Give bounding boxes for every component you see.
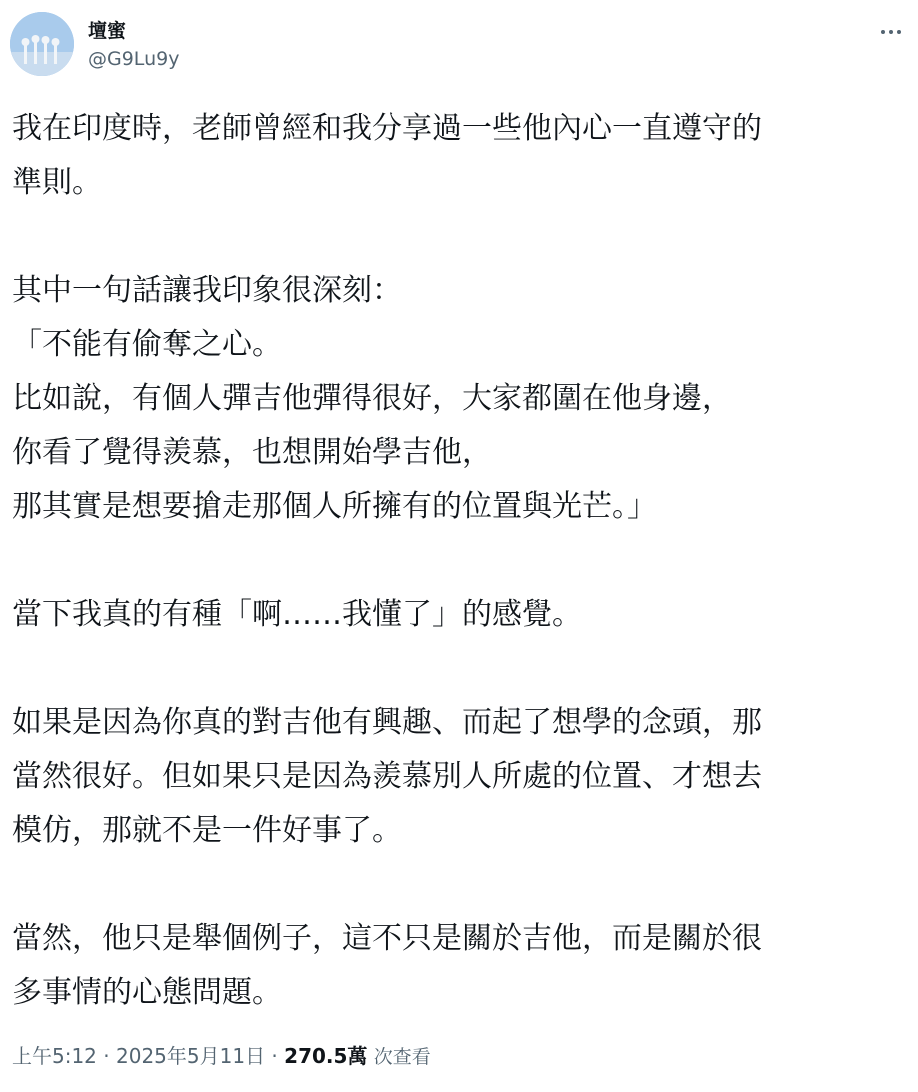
meta-separator: · [265, 1044, 285, 1068]
more-horizontal-icon [881, 30, 885, 34]
tweet-text-line: 「不能有偷奪之心。 [12, 327, 282, 362]
tweet-time[interactable]: 上午5:12 [12, 1044, 97, 1068]
tweet-text-line: 我在印度時，老師曾經和我分享過一些他內心一直遵守的 [12, 111, 762, 146]
tweet-text-line: 那其實是想要搶走那個人所擁有的位置與光芒。」 [12, 489, 657, 524]
tweet-text-line: 比如說，有個人彈吉他彈得很好，大家都圍在他身邊， [12, 381, 732, 416]
views-count: 270.5萬 [284, 1044, 368, 1068]
tweet-header [10, 12, 908, 78]
user-handle[interactable]: @G9Lu9y [88, 48, 180, 70]
avatar-image [10, 12, 74, 76]
more-horizontal-icon [889, 30, 893, 34]
views-label: 次查看 [373, 1046, 431, 1068]
tweet-text-line: 當下我真的有種「啊……我懂了」的感覺。 [12, 597, 582, 632]
meta-separator: · [96, 1044, 116, 1068]
more-horizontal-icon [897, 30, 901, 34]
tweet-text-line: 模仿，那就不是一件好事了。 [12, 813, 402, 848]
tweet-text-line: 當然很好。但如果只是因為羨慕別人所處的位置、才想去 [12, 759, 762, 794]
paragraph-gap [12, 858, 912, 912]
tweet-text-line: 你看了覺得羨慕，也想開始學吉他， [12, 435, 492, 470]
tweet-text-line: 當然，他只是舉個例子，這不只是關於吉他，而是關於很 [12, 921, 762, 956]
tweet-text-line: 如果是因為你真的對吉他有興趣、而起了想學的念頭，那 [12, 705, 762, 740]
paragraph-gap [12, 210, 912, 264]
tweet-text-line: 多事情的心態問題。 [12, 975, 282, 1010]
tweet-text [12, 102, 912, 1020]
display-name[interactable]: 壇蜜 [88, 20, 127, 42]
tweet-text-line: 其中一句話讓我印象很深刻： [12, 273, 402, 308]
paragraph-gap [12, 642, 912, 696]
tweet-meta [12, 1040, 431, 1069]
avatar[interactable] [10, 12, 74, 76]
tweet-text-line: 準則。 [12, 165, 102, 200]
paragraph-gap [12, 534, 912, 588]
tweet-date[interactable]: 2025年5月11日 [116, 1044, 266, 1068]
more-button[interactable] [874, 18, 908, 46]
